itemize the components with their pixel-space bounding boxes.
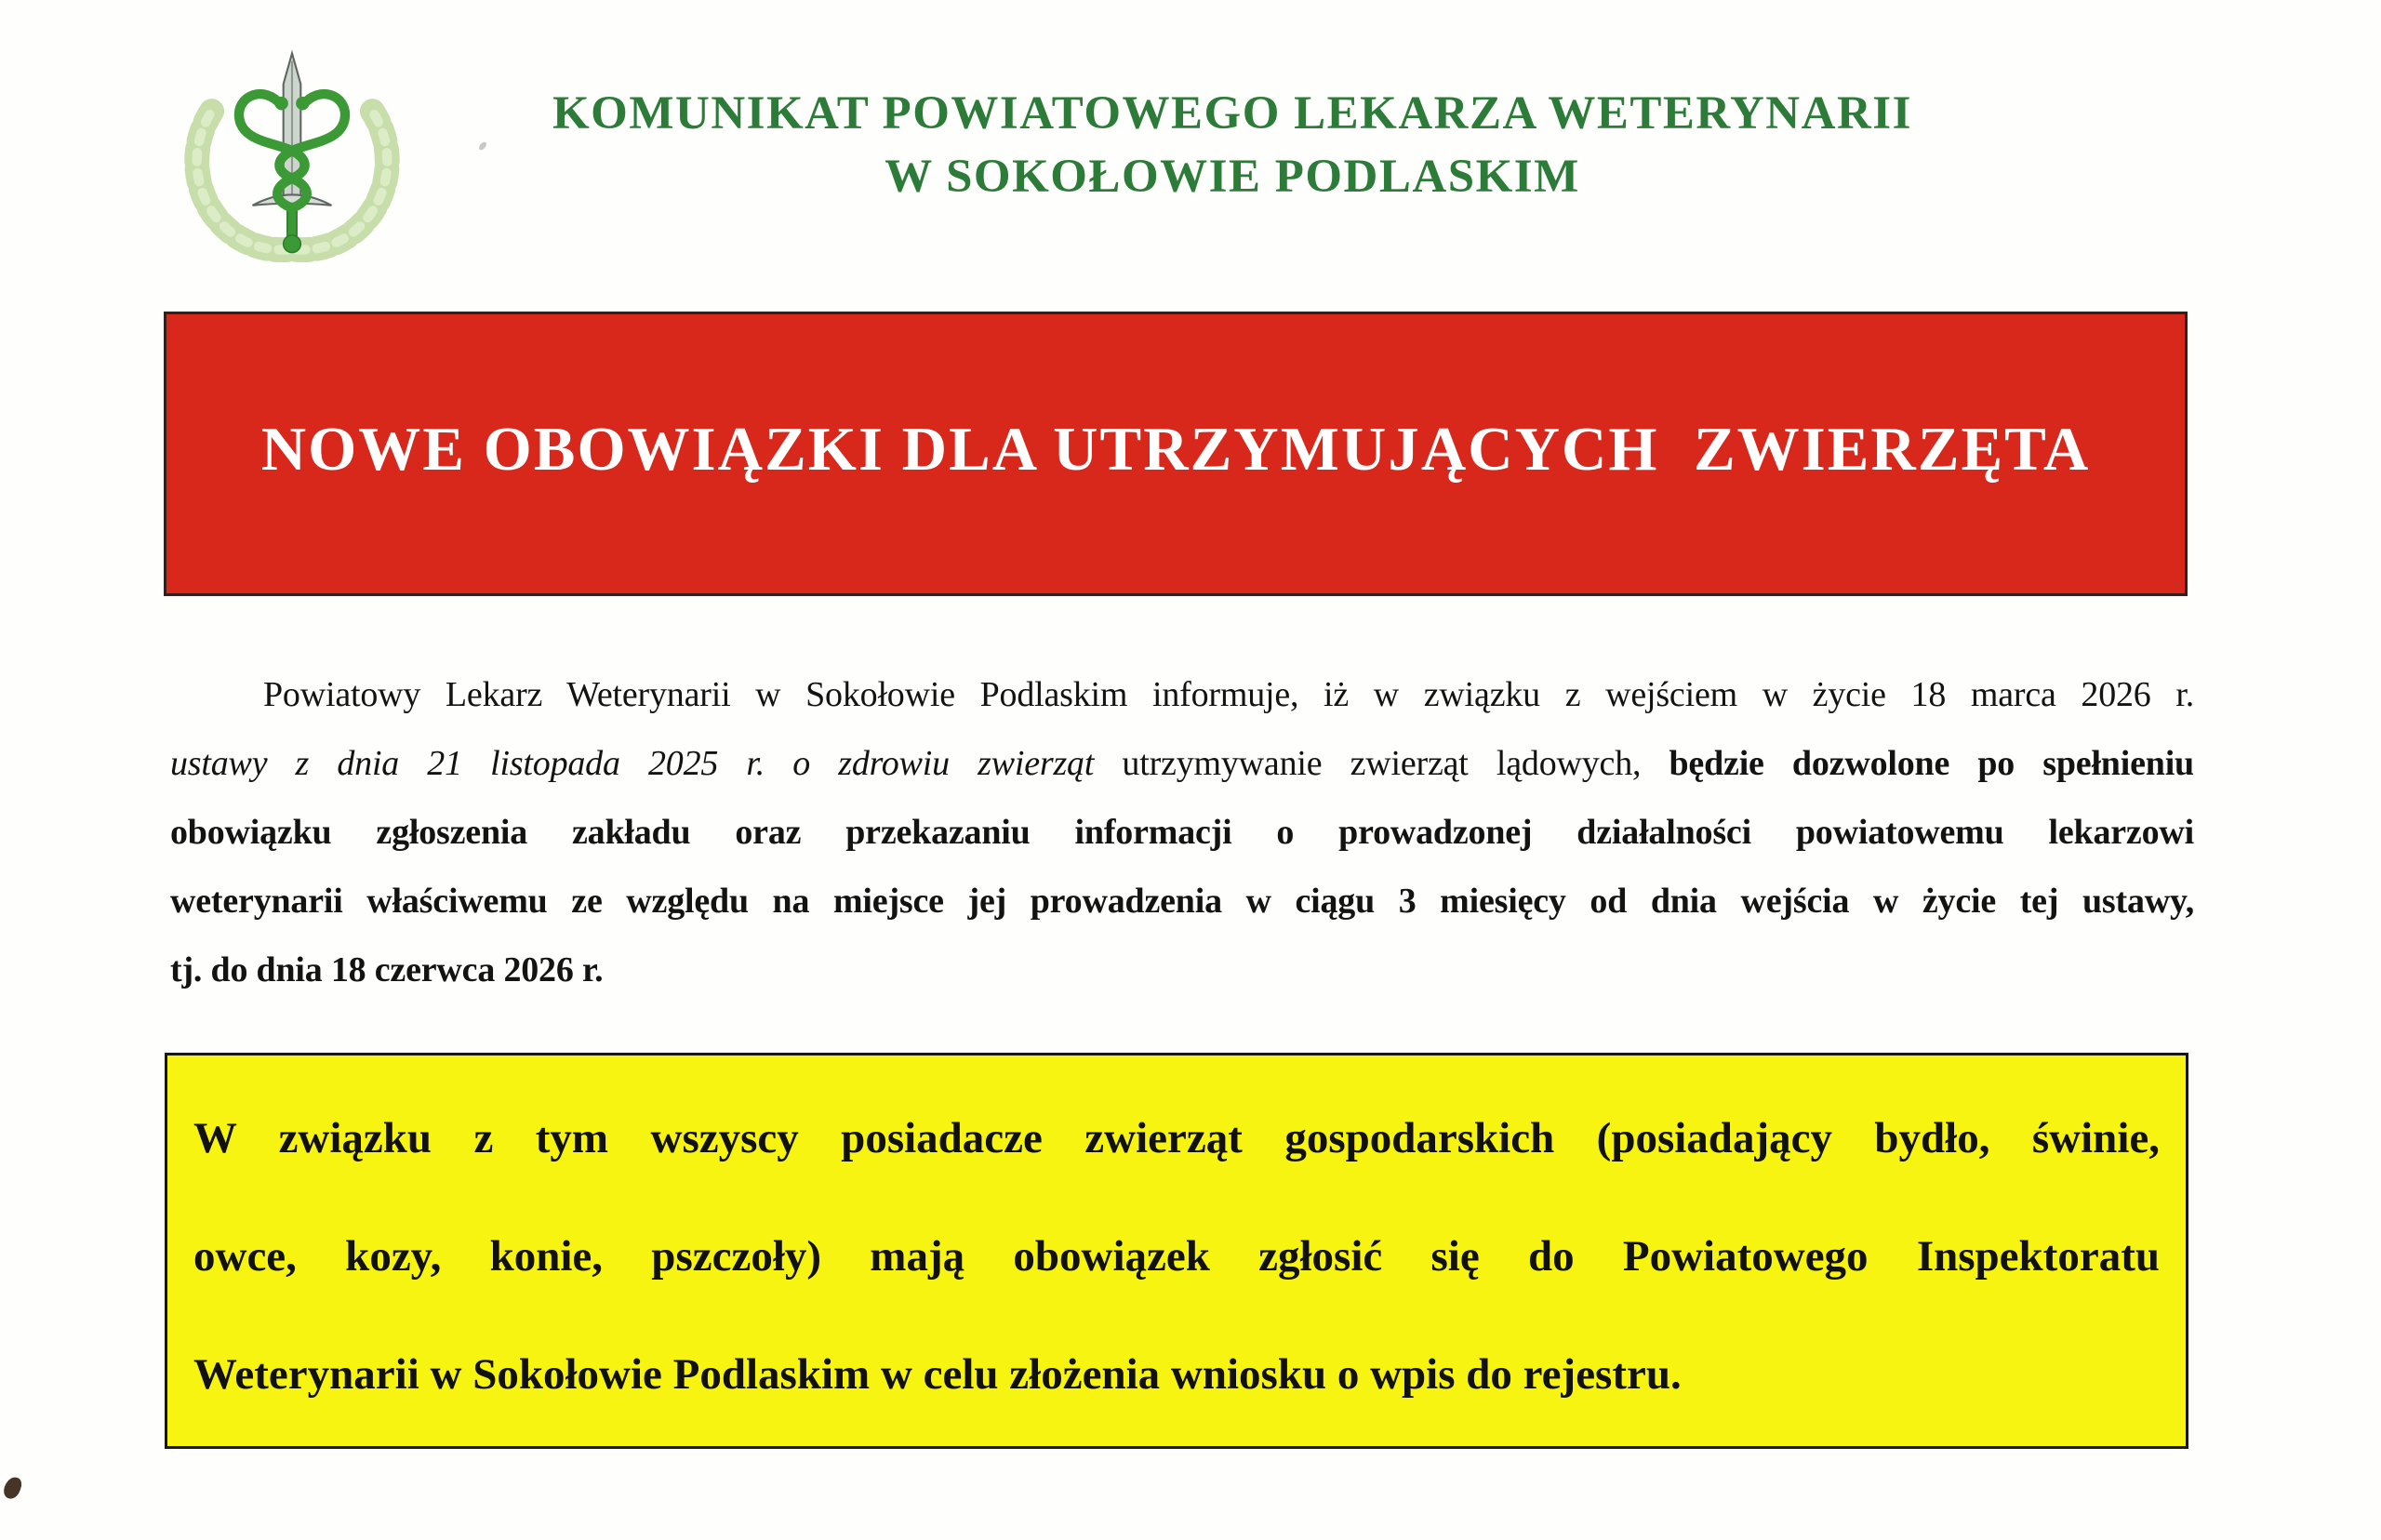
body-line-2: ustawy z dnia 21 listopada 2025 r. o zdrowiu zwierząt utrzymywanie zwierząt lądowych, będzie dozwolone po spełnieniu	[170, 744, 2194, 783]
body-line-5: tj. do dnia 18 czerwca 2026 r.	[170, 950, 604, 989]
red-alert-banner	[164, 312, 2188, 596]
body-line-4: weterynarii właściwemu ze względu na miejsce jej prowadzenia w ciągu 3 miesięcy od dnia wejścia w życie tej ustawy,	[170, 882, 2194, 921]
notice-line-1: W związku z tym wszyscy posiadacze zwierząt gospodarskich (posiadający bydło, świnie,	[193, 1114, 2160, 1162]
body-paragraph	[170, 660, 2194, 1004]
banner-heading: NOWE OBOWIĄZKI DLA UTRZYMUJĄCYCH ZWIERZĘTA	[260, 414, 2091, 484]
law-title-italic: ustawy z dnia 21 listopada 2025 r. o zdrowiu zwierząt	[170, 744, 1095, 783]
title-line-2: W SOKOŁOWIE PODLASKIM	[885, 151, 1580, 203]
veterinary-caduceus-logo	[181, 48, 403, 262]
scan-speck	[477, 140, 487, 152]
body-line-3: obowiązku zgłoszenia zakładu oraz przekazaniu informacji o prowadzonej działalności powiatowemu lekarzowi	[170, 813, 2194, 852]
notice-line-3: Weterynarii w Sokołowie Podlaskim w celu złożenia wniosku o wpis do rejestru.	[193, 1350, 1682, 1399]
yellow-notice-box	[165, 1053, 2188, 1449]
scan-ink-blot	[2, 1475, 24, 1501]
title-line-1: KOMUNIKAT POWIATOWEGO LEKARZA WETERYNARII	[552, 87, 1912, 139]
page-title	[502, 82, 1962, 208]
body-line-1: Powiatowy Lekarz Weterynarii w Sokołowie Podlaskim informuje, iż w związku z wejściem w życie 18 marca 2026 r.	[263, 675, 2194, 714]
caduceus-sword-wreath-icon	[181, 48, 403, 262]
notice-line-2: owce, kozy, konie, pszczoły) mają obowiązek zgłosić się do Powiatowego Inspektoratu	[193, 1232, 2160, 1281]
